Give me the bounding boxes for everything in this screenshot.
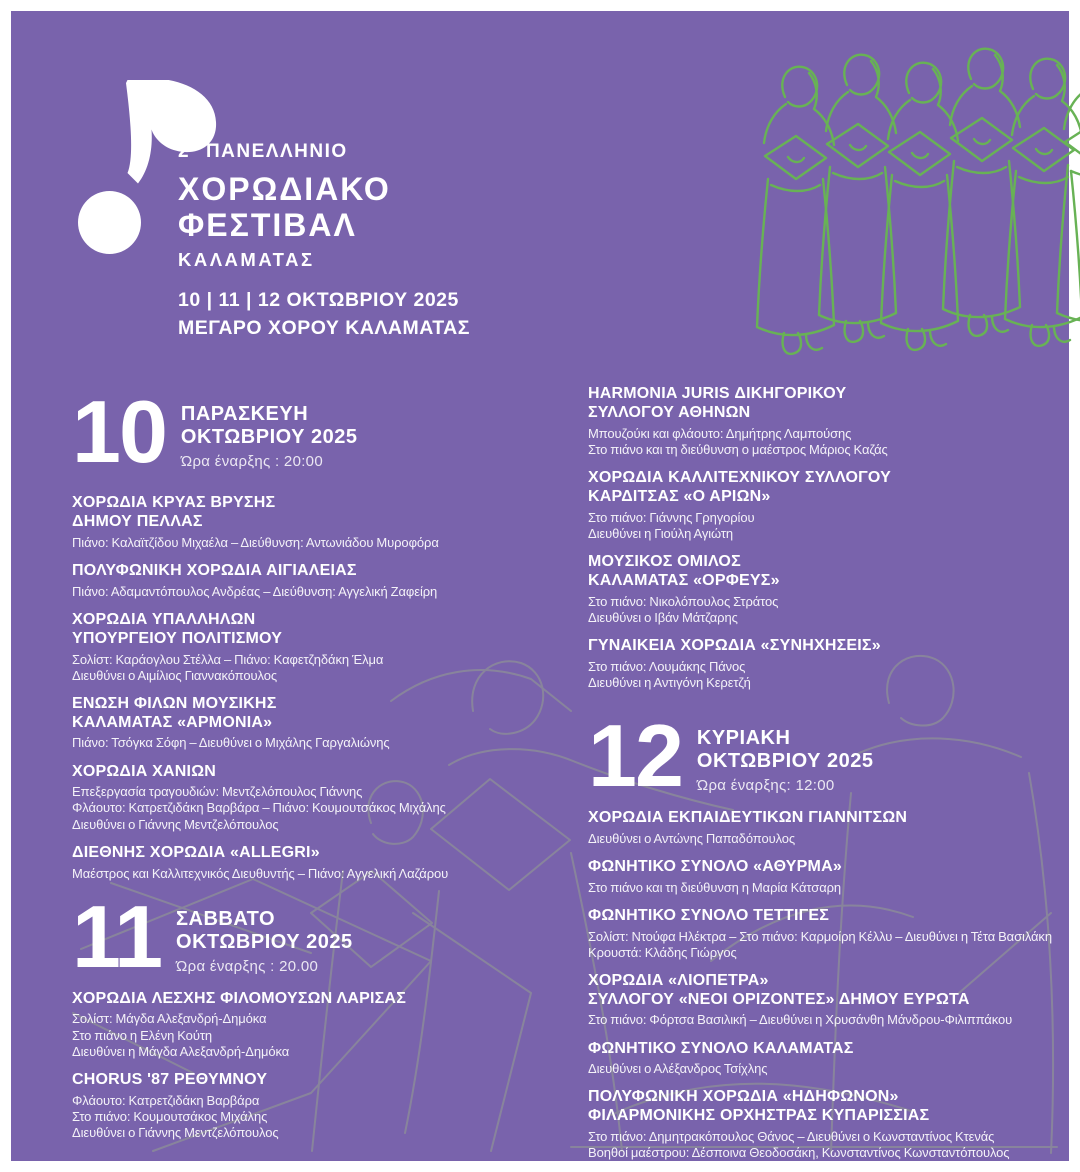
singer-figure <box>1057 53 1080 340</box>
program-entry <box>72 695 577 751</box>
entry-detail: Στο πιάνο: Δημητρακόπουλος Θάνος – Διευθύνει ο Κωνσταντίνος Κτενάς <box>588 1129 995 1145</box>
program-entry <box>588 469 1069 541</box>
choir-name: ΦΩΝΗΤΙΚΟ ΣΥΝΟΛΟ ΚΑΛΑΜΑΤΑΣ <box>588 1039 854 1057</box>
choir-name: ΓΥΝΑΙΚΕΙΑ ΧΟΡΩΔΙΑ «ΣΥΝΗΧΗΣΕΙΣ» <box>588 636 881 654</box>
program-entry <box>72 611 577 683</box>
entry-detail: Κρουστά: Κλάδης Γιώργος <box>588 944 737 960</box>
day-number: 12 <box>588 705 682 805</box>
choir-name: HARMONIA JURIS ΔΙΚΗΓΟΡΙΚΟΥ <box>588 385 847 402</box>
festival-venue: ΜΕΓΑΡΟ ΧΟΡΟΥ ΚΑΛΑΜΑΤΑΣ <box>178 316 470 339</box>
entry-detail: Βοηθοί μαέστρου: Δέσποινα Θεοδοσάκη, Κωνσταντίνος Κωνσταντόπουλος <box>588 1145 1010 1161</box>
festival-title-block <box>178 141 470 340</box>
singer-figure <box>757 67 834 354</box>
entry-detail: Στο πιάνο η Ελένη Κούτη <box>72 1027 212 1043</box>
program-entry <box>588 907 1069 960</box>
choir-illustration <box>755 41 1080 386</box>
choir-name: ΣΥΛΛΟΓΟΥ «ΝΕΟΙ ΟΡΙΖΟΝΤΕΣ» ΔΗΜΟΥ ΕΥΡΩΤΑ <box>588 990 970 1008</box>
choir-name: ΧΟΡΩΔΙΑ ΧΑΝΙΩΝ <box>72 762 216 780</box>
day-start-time: Ώρα έναρξης : 20:00 <box>180 453 323 470</box>
entry-detail: Στο πιάνο και τη διεύθυνση ο μαέστρος Μάριος Καζάς <box>588 441 888 457</box>
choir-name: ΚΑΛΑΜΑΤΑΣ «ΑΡΜΟΝΙΑ» <box>72 713 273 731</box>
singer-figure <box>819 55 896 342</box>
entry-detail: Φλάουτο: Κατρετζιδάκη Βαρβάρα – Πιάνο: Κουμουτσάκος Μιχάλης <box>72 800 446 816</box>
program-entry <box>588 809 1069 846</box>
day-number: 10 <box>72 382 166 481</box>
choir-name: ΔΗΜΟΥ ΠΕΛΛΑΣ <box>72 512 203 530</box>
entry-detail: Διευθύνει ο Γιάννης Μεντζελόπουλος <box>72 1124 279 1140</box>
program-entry <box>588 858 1069 895</box>
program-column-left <box>72 382 577 1140</box>
day-header-10 <box>72 382 577 481</box>
note-head <box>78 191 141 254</box>
day-month: ΟΚΤΩΒΡΙΟΥ 2025 <box>180 426 358 448</box>
program-entry <box>588 385 1069 457</box>
program-entry <box>588 637 1069 690</box>
program-column-right <box>588 385 1069 1160</box>
choir-name: ΥΠΟΥΡΓΕΙΟΥ ΠΟΛΙΤΙΣΜΟΥ <box>72 629 283 647</box>
festival-city: ΚΑΛΑΜΑΤΑΣ <box>178 248 315 270</box>
day-start-time: Ώρα έναρξης : 20.00 <box>176 957 319 975</box>
entry-detail: Στο πιάνο και τη διεύθυνση η Μαρία Κάτσαρη <box>588 879 842 895</box>
entry-detail: Διευθύνει ο Αλέξανδρος Τσίχλης <box>588 1061 768 1077</box>
day-number: 11 <box>72 886 162 986</box>
program-entry <box>72 763 577 832</box>
program-entry <box>588 553 1069 625</box>
day-info <box>697 722 874 794</box>
entry-detail: Πιάνο: Τσόγκα Σόφη – Διευθύνει ο Μιχάλης Γαργαλιώνης <box>72 735 390 751</box>
day-month: ΟΚΤΩΒΡΙΟΥ 2025 <box>176 930 353 953</box>
day-info <box>181 398 358 470</box>
entry-detail: Στο πιάνο: Λουμάκης Πάνος <box>588 658 746 674</box>
day-weekday: ΠΑΡΑΣΚΕΥΗ <box>180 403 309 425</box>
entry-detail: Σολίστ: Ντούφα Ηλέκτρα – Στο πιάνο: Καρμοίρη Κέλλυ – Διευθύνει η Τέτα Βασιλάκη <box>588 928 1052 944</box>
day-weekday: ΚΥΡΙΑΚΗ <box>696 726 791 749</box>
choir-name: ΧΟΡΩΔΙΑ ΚΑΛΛΙΤΕΧΝΙΚΟΥ ΣΥΛΛΟΓΟΥ <box>588 468 891 486</box>
choir-name: ΦΩΝΗΤΙΚΟ ΣΥΝΟΛΟ «ΑΘΥΡΜΑ» <box>588 857 842 875</box>
entry-detail: Σολίστ: Καράογλου Στέλλα – Πιάνο: Καφετζηδάκη Έλμα <box>72 651 384 667</box>
entry-detail: Πιάνο: Καλαϊτζίδου Μιχαέλα – Διεύθυνση: Αντωνιάδου Μυροφόρα <box>72 534 439 550</box>
choir-name: ΧΟΡΩΔΙΑ «ΛΙΟΠΕΤΡΑ» <box>588 971 769 989</box>
program-entry <box>588 1088 1069 1160</box>
program-entry <box>72 990 577 1059</box>
program-entry <box>588 972 1069 1028</box>
choir-name: ΦΩΝΗΤΙΚΟ ΣΥΝΟΛΟ ΤΕΤΤΙΓΕΣ <box>588 906 830 924</box>
choir-name: ΧΟΡΩΔΙΑ ΚΡΥΑΣ ΒΡΥΣΗΣ <box>72 494 276 511</box>
program-entry <box>588 1040 1069 1077</box>
choir-name: ΣΥΛΛΟΓΟΥ ΑΘΗΝΩΝ <box>588 403 751 421</box>
singer-figure <box>943 49 1020 336</box>
day-start-time: Ώρα έναρξης: 12:00 <box>696 776 835 794</box>
entry-detail: Διευθύνει ο Γιάννης Μεντζελόπουλος <box>72 816 279 832</box>
choir-name: ΠΟΛΥΦΩΝΙΚΗ ΧΟΡΩΔΙΑ ΑΙΓΙΑΛΕΙΑΣ <box>72 561 357 579</box>
entry-detail: Διευθύνει η Γιούλη Αγιώτη <box>588 525 734 541</box>
entry-detail: Διευθύνει ο Αντώνης Παπαδόπουλος <box>588 830 796 846</box>
day-info <box>176 903 353 975</box>
choir-name: ΔΙΕΘΝΗΣ ΧΟΡΩΔΙΑ «ALLEGRI» <box>72 843 320 861</box>
choir-name: ΦΙΛΑΡΜΟΝΙΚΗΣ ΟΡΧΗΣΤΡΑΣ ΚΥΠΑΡΙΣΣΙΑΣ <box>588 1107 930 1125</box>
entry-detail: Μπουζούκι και φλάουτο: Δημήτρης Λαμπούσης <box>588 425 852 441</box>
singer-figure <box>881 63 958 350</box>
entry-detail: Μαέστρος και Καλλιτεχνικός Διευθυντής – Πιάνο: Αγγελική Λαζάρου <box>72 865 449 881</box>
choir-name: ΕΝΩΣΗ ΦΙΛΩΝ ΜΟΥΣΙΚΗΣ <box>72 694 277 712</box>
singer-figure <box>1005 59 1080 346</box>
choir-name: ΧΟΡΩΔΙΑ ΕΚΠΑΙΔΕΥΤΙΚΩΝ ΓΙΑΝΝΙΤΣΩΝ <box>588 808 908 826</box>
entry-detail: Διευθύνει η Μάγδα Αλεξανδρή-Δημόκα <box>72 1043 290 1059</box>
entry-detail: Στο πιάνο: Νικολόπουλος Στράτος <box>588 593 779 609</box>
entry-detail: Σολίστ: Μάγδα Αλεξανδρή-Δημόκα <box>72 1011 267 1027</box>
entry-detail: Διευθύνει ο Ιβάν Μάτζαρης <box>588 609 738 625</box>
entry-detail: Στο πιάνο: Κουμουτσάκος Μιχάλης <box>72 1108 268 1124</box>
choir-name: CHORUS '87 ΡΕΘΥΜΝΟΥ <box>72 1070 268 1088</box>
entry-detail: Επεξεργασία τραγουδιών: Μεντζελόπουλος Γιάννης <box>72 784 363 800</box>
day-header-11 <box>72 886 577 986</box>
day-month: ΟΚΤΩΒΡΙΟΥ 2025 <box>696 749 874 772</box>
entry-detail: Διευθύνει η Αντιγόνη Κερετζή <box>588 674 751 690</box>
entry-detail: Στο πιάνο: Γιάννης Γρηγορίου <box>588 509 755 525</box>
choir-name: ΧΟΡΩΔΙΑ ΛΕΣΧΗΣ ΦΙΛΟΜΟΥΣΩΝ ΛΑΡΙΣΑΣ <box>72 989 406 1007</box>
program-entry <box>72 494 577 550</box>
festival-title-line1: ΧΟΡΩΔΙΑΚΟ <box>178 171 391 207</box>
festival-title-line2: ΦΕΣΤΙΒΑΛ <box>178 206 357 243</box>
choir-name: ΠΟΛΥΦΩΝΙΚΗ ΧΟΡΩΔΙΑ «ΗΔΗΦΩΝΟΝ» <box>588 1088 899 1106</box>
program-entry <box>72 562 577 599</box>
day-weekday: ΣΑΒΒΑΤΟ <box>176 907 276 930</box>
choir-name: ΧΟΡΩΔΙΑ ΥΠΑΛΛΗΛΩΝ <box>72 610 256 628</box>
festival-dates: 10 | 11 | 12 ΟΚΤΩΒΡΙΟΥ 2025 <box>178 288 459 311</box>
program-entry <box>72 844 577 881</box>
entry-detail: Πιάνο: Αδαμαντόπουλος Ανδρέας – Διεύθυνση: Αγγελική Ζαφείρη <box>72 583 438 599</box>
choir-name: ΚΑΡΔΙΤΣΑΣ «Ο ΑΡΙΩΝ» <box>588 487 771 505</box>
entry-detail: Φλάουτο: Κατρετζιδάκη Βαρβάρα <box>72 1092 260 1108</box>
festival-edition: 2° ΠΑΝΕΛΛΗΝΙΟ <box>178 141 348 162</box>
entry-detail: Διευθύνει ο Αιμίλιος Γιαννακόπουλος <box>72 667 277 683</box>
day-header-12 <box>588 705 1069 805</box>
program-entry <box>72 1071 577 1140</box>
choir-name: ΜΟΥΣΙΚΟΣ ΟΜΙΛΟΣ <box>588 552 741 570</box>
choir-name: ΚΑΛΑΜΑΤΑΣ «ΟΡΦΕΥΣ» <box>588 571 780 589</box>
entry-detail: Στο πιάνο: Φόρτσα Βασιλική – Διευθύνει η Χρυσάνθη Μάνδρου-Φιλιππάκου <box>588 1012 1013 1028</box>
